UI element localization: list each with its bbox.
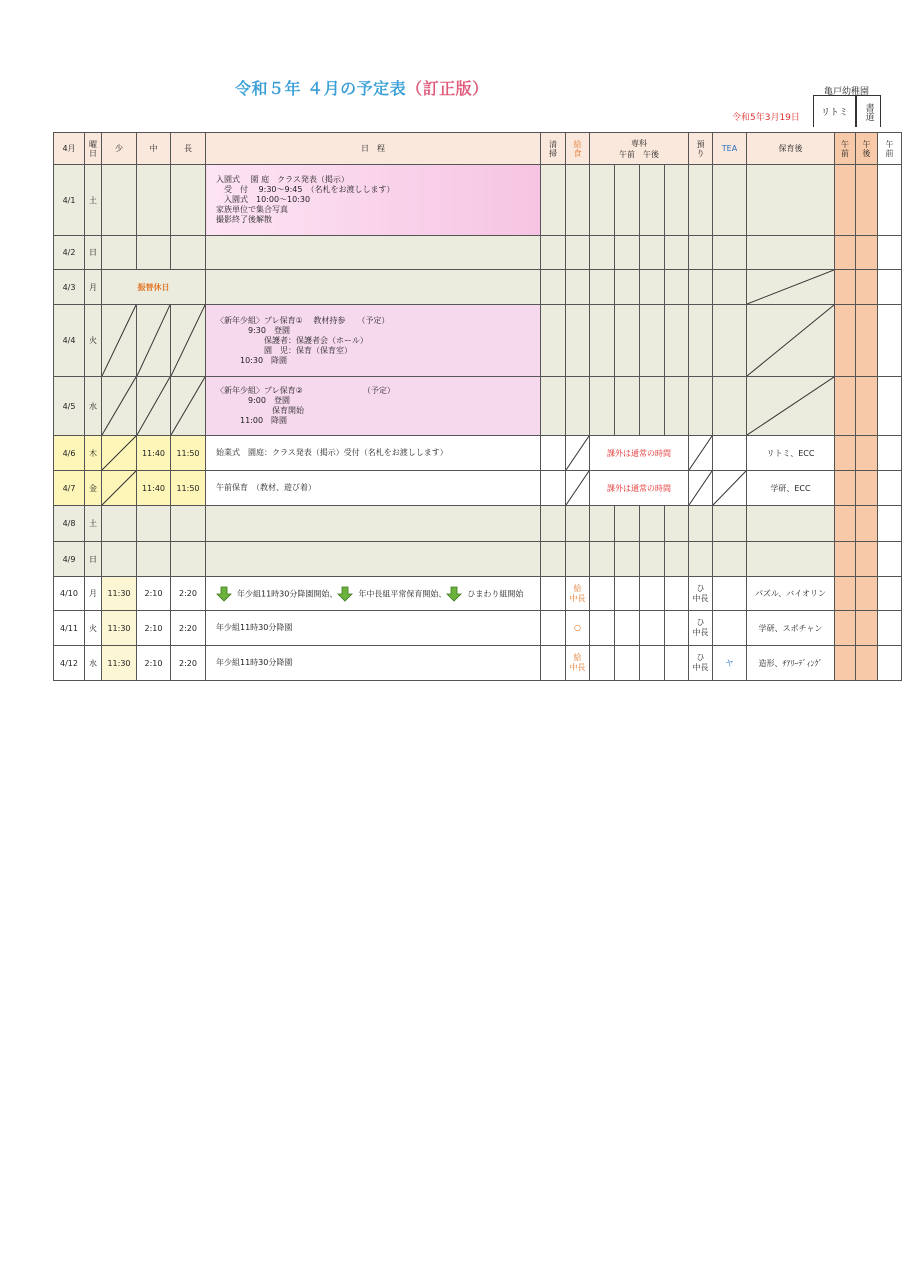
down-arrow-icon	[446, 586, 462, 602]
row-seiso	[541, 305, 566, 377]
schedule-part: 年中長組平常保育開始、	[358, 589, 447, 598]
col-rit-pm: 午後	[856, 133, 878, 165]
row-senka-cell	[615, 646, 640, 681]
row-chu-time: 2:10	[137, 611, 171, 646]
row-rit-am	[835, 270, 856, 305]
table-row	[54, 270, 902, 305]
row-senka-cell	[640, 236, 665, 270]
diagonal-line	[689, 471, 712, 505]
row-schedule	[206, 506, 541, 542]
row-rit-pm	[856, 270, 878, 305]
row-senka-cell	[615, 506, 640, 542]
table-row	[54, 471, 902, 506]
row-senka-cell	[640, 611, 665, 646]
row-rit-pm	[856, 542, 878, 577]
row-hoikugo: パズル、バイオリン	[747, 577, 835, 611]
row-tea	[713, 305, 747, 377]
row-sho-time	[102, 471, 137, 506]
row-date: 4/3	[54, 270, 85, 305]
row-day: 土	[85, 165, 102, 236]
row-rit-am	[835, 506, 856, 542]
row-cho-time: 11:50	[171, 471, 206, 506]
row-senka-cell	[665, 506, 689, 542]
row-senka-cell	[665, 577, 689, 611]
row-sho-am	[878, 611, 902, 646]
schedule-text: 午前保育 （教材、遊び着）	[216, 483, 316, 492]
diagonal-line	[171, 377, 205, 435]
row-senka-cell	[640, 542, 665, 577]
row-tea	[713, 377, 747, 436]
row-cho-time: 11:50	[171, 436, 206, 471]
table-row	[54, 305, 902, 377]
calligraphy-label: 書道	[856, 95, 881, 127]
row-rit-am	[835, 436, 856, 471]
row-chu-time	[137, 542, 171, 577]
row-tea: ヤ	[713, 646, 747, 681]
diagonal-line	[102, 377, 136, 435]
header-row	[54, 133, 902, 165]
row-sho-am	[878, 236, 902, 270]
row-schedule	[206, 377, 541, 436]
row-cho-time: 2:20	[171, 646, 206, 681]
row-senka-cell	[590, 305, 615, 377]
row-sho-time	[102, 165, 137, 236]
diagonal-line	[137, 377, 170, 435]
row-cho-time	[171, 377, 206, 436]
row-day: 金	[85, 471, 102, 506]
row-azukari	[689, 506, 713, 542]
table-row	[54, 646, 902, 681]
row-senka-cell	[640, 506, 665, 542]
row-senka-cell	[615, 305, 640, 377]
row-senka-cell	[615, 611, 640, 646]
down-arrow-icon	[216, 586, 232, 602]
row-tea	[713, 436, 747, 471]
row-azukari	[689, 577, 713, 611]
row-tea	[713, 542, 747, 577]
row-rit-am	[835, 646, 856, 681]
schedule-text: 年少組11時30分降園	[216, 623, 293, 632]
row-senka-cell	[590, 165, 615, 236]
schedule-table	[53, 132, 902, 681]
schedule-text: 〈新年少組〉プレ保育① 教材持参 （予定） 9:30 登園 保護者：保護者会（ホール） 園 児：保育（保育室） 10:30 降園	[216, 315, 390, 365]
row-cho-time: 2:20	[171, 611, 206, 646]
row-senka-cell	[640, 577, 665, 611]
row-day: 土	[85, 506, 102, 542]
diagonal-line	[102, 305, 136, 376]
row-hoikugo: 学研、ECC	[747, 471, 835, 506]
row-rit-am	[835, 236, 856, 270]
row-sho-am	[878, 270, 902, 305]
row-seiso	[541, 471, 566, 506]
senka-note: 課外は通常の時間	[590, 436, 689, 471]
row-rit-pm	[856, 646, 878, 681]
row-sho-time	[102, 236, 137, 270]
row-sho-time: 11:30	[102, 611, 137, 646]
row-senka-cell	[640, 305, 665, 377]
row-hoikugo	[747, 377, 835, 436]
row-rit-am	[835, 611, 856, 646]
row-senka-cell	[590, 236, 615, 270]
row-rit-am	[835, 542, 856, 577]
row-date: 4/6	[54, 436, 85, 471]
row-schedule	[206, 270, 541, 305]
row-seiso	[541, 270, 566, 305]
diagonal-line	[102, 471, 136, 505]
row-cho-time	[171, 506, 206, 542]
col-rit-am: 午前	[835, 133, 856, 165]
row-kyushoku	[566, 577, 590, 611]
row-schedule	[206, 165, 541, 236]
row-sho-am	[878, 305, 902, 377]
row-hoikugo	[747, 542, 835, 577]
row-day: 日	[85, 542, 102, 577]
row-senka-cell	[615, 577, 640, 611]
table-row	[54, 236, 902, 270]
row-hoikugo: 学研、スポチャン	[747, 611, 835, 646]
row-sho-am	[878, 165, 902, 236]
row-day: 火	[85, 611, 102, 646]
table-row	[54, 542, 902, 577]
row-senka-cell	[590, 270, 615, 305]
row-rit-pm	[856, 611, 878, 646]
row-senka-cell	[590, 506, 615, 542]
table-row	[54, 377, 902, 436]
table-row	[54, 436, 902, 471]
row-kyushoku	[566, 377, 590, 436]
row-senka-cell	[615, 270, 640, 305]
table-row	[54, 577, 902, 611]
issue-date: 令和5年3月19日	[732, 113, 800, 123]
row-chu-time	[137, 165, 171, 236]
col-sho-am: 午前	[878, 133, 902, 165]
rhythmic-label: リトミ	[813, 95, 856, 127]
row-date: 4/9	[54, 542, 85, 577]
row-date: 4/10	[54, 577, 85, 611]
down-arrow-icon	[337, 586, 353, 602]
row-azukari	[689, 236, 713, 270]
row-azukari	[689, 471, 713, 506]
diagonal-line	[747, 305, 834, 376]
col-senka: 専科 午前 午後	[590, 133, 689, 165]
row-schedule	[206, 646, 541, 681]
row-day: 火	[85, 305, 102, 377]
row-chu-time	[137, 377, 171, 436]
row-azukari	[689, 377, 713, 436]
diagonal-line	[747, 270, 834, 304]
row-kyushoku	[566, 436, 590, 471]
row-hoikugo	[747, 506, 835, 542]
senka-note: 課外は通常の時間	[590, 471, 689, 506]
row-kyushoku	[566, 646, 590, 681]
col-yobi: 曜日	[85, 133, 102, 165]
row-senka-cell	[665, 270, 689, 305]
col-azukari: 預り	[689, 133, 713, 165]
row-senka-cell	[615, 236, 640, 270]
row-azukari	[689, 270, 713, 305]
row-day: 木	[85, 436, 102, 471]
row-rit-pm	[856, 165, 878, 236]
row-kyushoku	[566, 305, 590, 377]
row-date: 4/1	[54, 165, 85, 236]
diagonal-line	[689, 436, 712, 470]
row-seiso	[541, 236, 566, 270]
row-senka-cell	[665, 646, 689, 681]
kyushoku-text: 給 中長	[569, 583, 586, 603]
row-sho-am	[878, 436, 902, 471]
azukari-text: ひ 中長	[692, 653, 709, 672]
col-cho: 長	[171, 133, 206, 165]
azukari-text: ひ 中長	[692, 618, 709, 637]
row-sho-time: 11:30	[102, 646, 137, 681]
col-month: 4月	[54, 133, 85, 165]
row-hoikugo	[747, 305, 835, 377]
row-schedule	[206, 436, 541, 471]
row-sho-am	[878, 542, 902, 577]
row-sho-time: 振替休日	[102, 270, 206, 305]
row-sho-time	[102, 377, 137, 436]
schedule-text: 始業式 園庭：クラス発表（掲示）受付（名札をお渡しします）	[216, 448, 448, 457]
row-seiso	[541, 577, 566, 611]
row-senka-cell	[640, 377, 665, 436]
diagonal-line	[747, 377, 834, 435]
row-sho-time	[102, 542, 137, 577]
diagonal-line	[171, 305, 205, 376]
row-senka-cell	[590, 542, 615, 577]
row-sho-am	[878, 506, 902, 542]
row-senka-cell	[640, 165, 665, 236]
row-chu-time: 11:40	[137, 471, 171, 506]
row-senka-cell	[590, 646, 615, 681]
row-senka-cell	[615, 542, 640, 577]
col-chu: 中	[137, 133, 171, 165]
row-sho-am	[878, 577, 902, 611]
row-sho-time	[102, 305, 137, 377]
azukari-text: ひ 中長	[692, 583, 709, 603]
row-senka-cell	[665, 236, 689, 270]
row-rit-am	[835, 577, 856, 611]
row-cho-time	[171, 236, 206, 270]
schedule-part: 年少組11時30分降園開始、	[237, 589, 338, 598]
row-day: 水	[85, 646, 102, 681]
diagonal-line	[713, 471, 746, 505]
table-row	[54, 611, 902, 646]
row-schedule	[206, 611, 541, 646]
row-day: 日	[85, 236, 102, 270]
row-senka-cell	[640, 270, 665, 305]
row-kyushoku	[566, 506, 590, 542]
row-date: 4/11	[54, 611, 85, 646]
row-hoikugo	[747, 165, 835, 236]
row-rit-pm	[856, 577, 878, 611]
diagonal-line	[102, 436, 136, 470]
row-chu-time: 11:40	[137, 436, 171, 471]
row-day: 月	[85, 577, 102, 611]
row-sho-am	[878, 471, 902, 506]
row-tea	[713, 471, 747, 506]
row-chu-time: 2:10	[137, 577, 171, 611]
col-hoikugo: 保育後	[747, 133, 835, 165]
row-tea	[713, 270, 747, 305]
kyushoku-text: ○	[574, 623, 581, 632]
row-rit-pm	[856, 377, 878, 436]
row-cho-time	[171, 165, 206, 236]
row-sho-am	[878, 377, 902, 436]
row-hoikugo	[747, 236, 835, 270]
row-seiso	[541, 506, 566, 542]
col-tea: TEA	[713, 133, 747, 165]
row-kyushoku	[566, 236, 590, 270]
row-cho-time	[171, 305, 206, 377]
row-seiso	[541, 377, 566, 436]
col-kyushoku: 給食	[566, 133, 590, 165]
col-nittei: 日 程	[206, 133, 541, 165]
row-azukari	[689, 165, 713, 236]
row-tea	[713, 506, 747, 542]
row-azukari	[689, 611, 713, 646]
row-seiso	[541, 646, 566, 681]
col-sho: 少	[102, 133, 137, 165]
row-azukari	[689, 542, 713, 577]
row-hoikugo: リトミ、ECC	[747, 436, 835, 471]
row-schedule	[206, 236, 541, 270]
row-sho-time	[102, 506, 137, 542]
row-senka-cell	[640, 646, 665, 681]
page-title: 令和５年 ４月の予定表（訂正版）	[235, 79, 489, 98]
row-senka-cell	[590, 577, 615, 611]
row-rit-pm	[856, 236, 878, 270]
row-schedule	[206, 471, 541, 506]
table-row	[54, 506, 902, 542]
schedule-text: 年少組11時30分降園	[216, 658, 293, 667]
row-azukari	[689, 305, 713, 377]
row-date: 4/5	[54, 377, 85, 436]
row-tea	[713, 611, 747, 646]
row-rit-am	[835, 305, 856, 377]
row-seiso	[541, 436, 566, 471]
row-sho-time: 11:30	[102, 577, 137, 611]
row-date: 4/8	[54, 506, 85, 542]
lesson-header	[813, 95, 881, 127]
row-schedule	[206, 305, 541, 377]
row-senka-cell	[665, 542, 689, 577]
school-name: 亀戸幼稚園	[824, 87, 870, 97]
col-seiso: 清掃	[541, 133, 566, 165]
table-row	[54, 165, 902, 236]
diagonal-line	[566, 436, 589, 470]
row-seiso	[541, 165, 566, 236]
row-senka-cell	[615, 377, 640, 436]
row-senka-cell	[590, 377, 615, 436]
row-kyushoku	[566, 270, 590, 305]
row-rit-pm	[856, 436, 878, 471]
row-tea	[713, 165, 747, 236]
schedule-text: 〈新年少組〉プレ保育② （予定） 9:00 登園 保育開始 11:00 降園	[216, 386, 395, 425]
schedule-text: 入園式 園 庭 クラス発表（掲示） 受 付 9:30～9:45 （名札をお渡しします） 入園式 10:00～10:30 家族単位で集合写真 撮影終了後解散	[216, 175, 395, 224]
row-sho-time	[102, 436, 137, 471]
row-schedule	[206, 542, 541, 577]
row-senka-cell	[665, 377, 689, 436]
row-rit-pm	[856, 506, 878, 542]
row-seiso	[541, 542, 566, 577]
row-rit-am	[835, 377, 856, 436]
row-azukari	[689, 436, 713, 471]
row-cho-time: 2:20	[171, 577, 206, 611]
row-hoikugo: 造形、ﾁｱﾘｰﾃﾞｨﾝｸﾞ	[747, 646, 835, 681]
row-chu-time	[137, 305, 171, 377]
row-schedule	[206, 577, 541, 611]
row-cho-time	[171, 542, 206, 577]
row-rit-pm	[856, 471, 878, 506]
row-date: 4/2	[54, 236, 85, 270]
row-chu-time	[137, 236, 171, 270]
row-hoikugo	[747, 270, 835, 305]
diagonal-line	[566, 471, 589, 505]
schedule-part: ひまわり組開始	[467, 589, 524, 598]
row-kyushoku	[566, 611, 590, 646]
row-kyushoku	[566, 165, 590, 236]
row-day: 水	[85, 377, 102, 436]
row-azukari	[689, 646, 713, 681]
row-date: 4/4	[54, 305, 85, 377]
row-rit-am	[835, 165, 856, 236]
row-date: 4/12	[54, 646, 85, 681]
row-rit-pm	[856, 305, 878, 377]
row-tea	[713, 236, 747, 270]
row-senka-cell	[590, 611, 615, 646]
row-kyushoku	[566, 542, 590, 577]
row-day: 月	[85, 270, 102, 305]
row-chu-time	[137, 506, 171, 542]
row-tea	[713, 577, 747, 611]
row-chu-time: 2:10	[137, 646, 171, 681]
kyushoku-text: 給 中長	[569, 653, 586, 672]
row-sho-am	[878, 646, 902, 681]
row-kyushoku	[566, 471, 590, 506]
row-senka-cell	[665, 305, 689, 377]
row-rit-am	[835, 471, 856, 506]
row-date: 4/7	[54, 471, 85, 506]
row-senka-cell	[665, 165, 689, 236]
diagonal-line	[137, 305, 170, 376]
row-senka-cell	[615, 165, 640, 236]
row-senka-cell	[665, 611, 689, 646]
row-seiso	[541, 611, 566, 646]
